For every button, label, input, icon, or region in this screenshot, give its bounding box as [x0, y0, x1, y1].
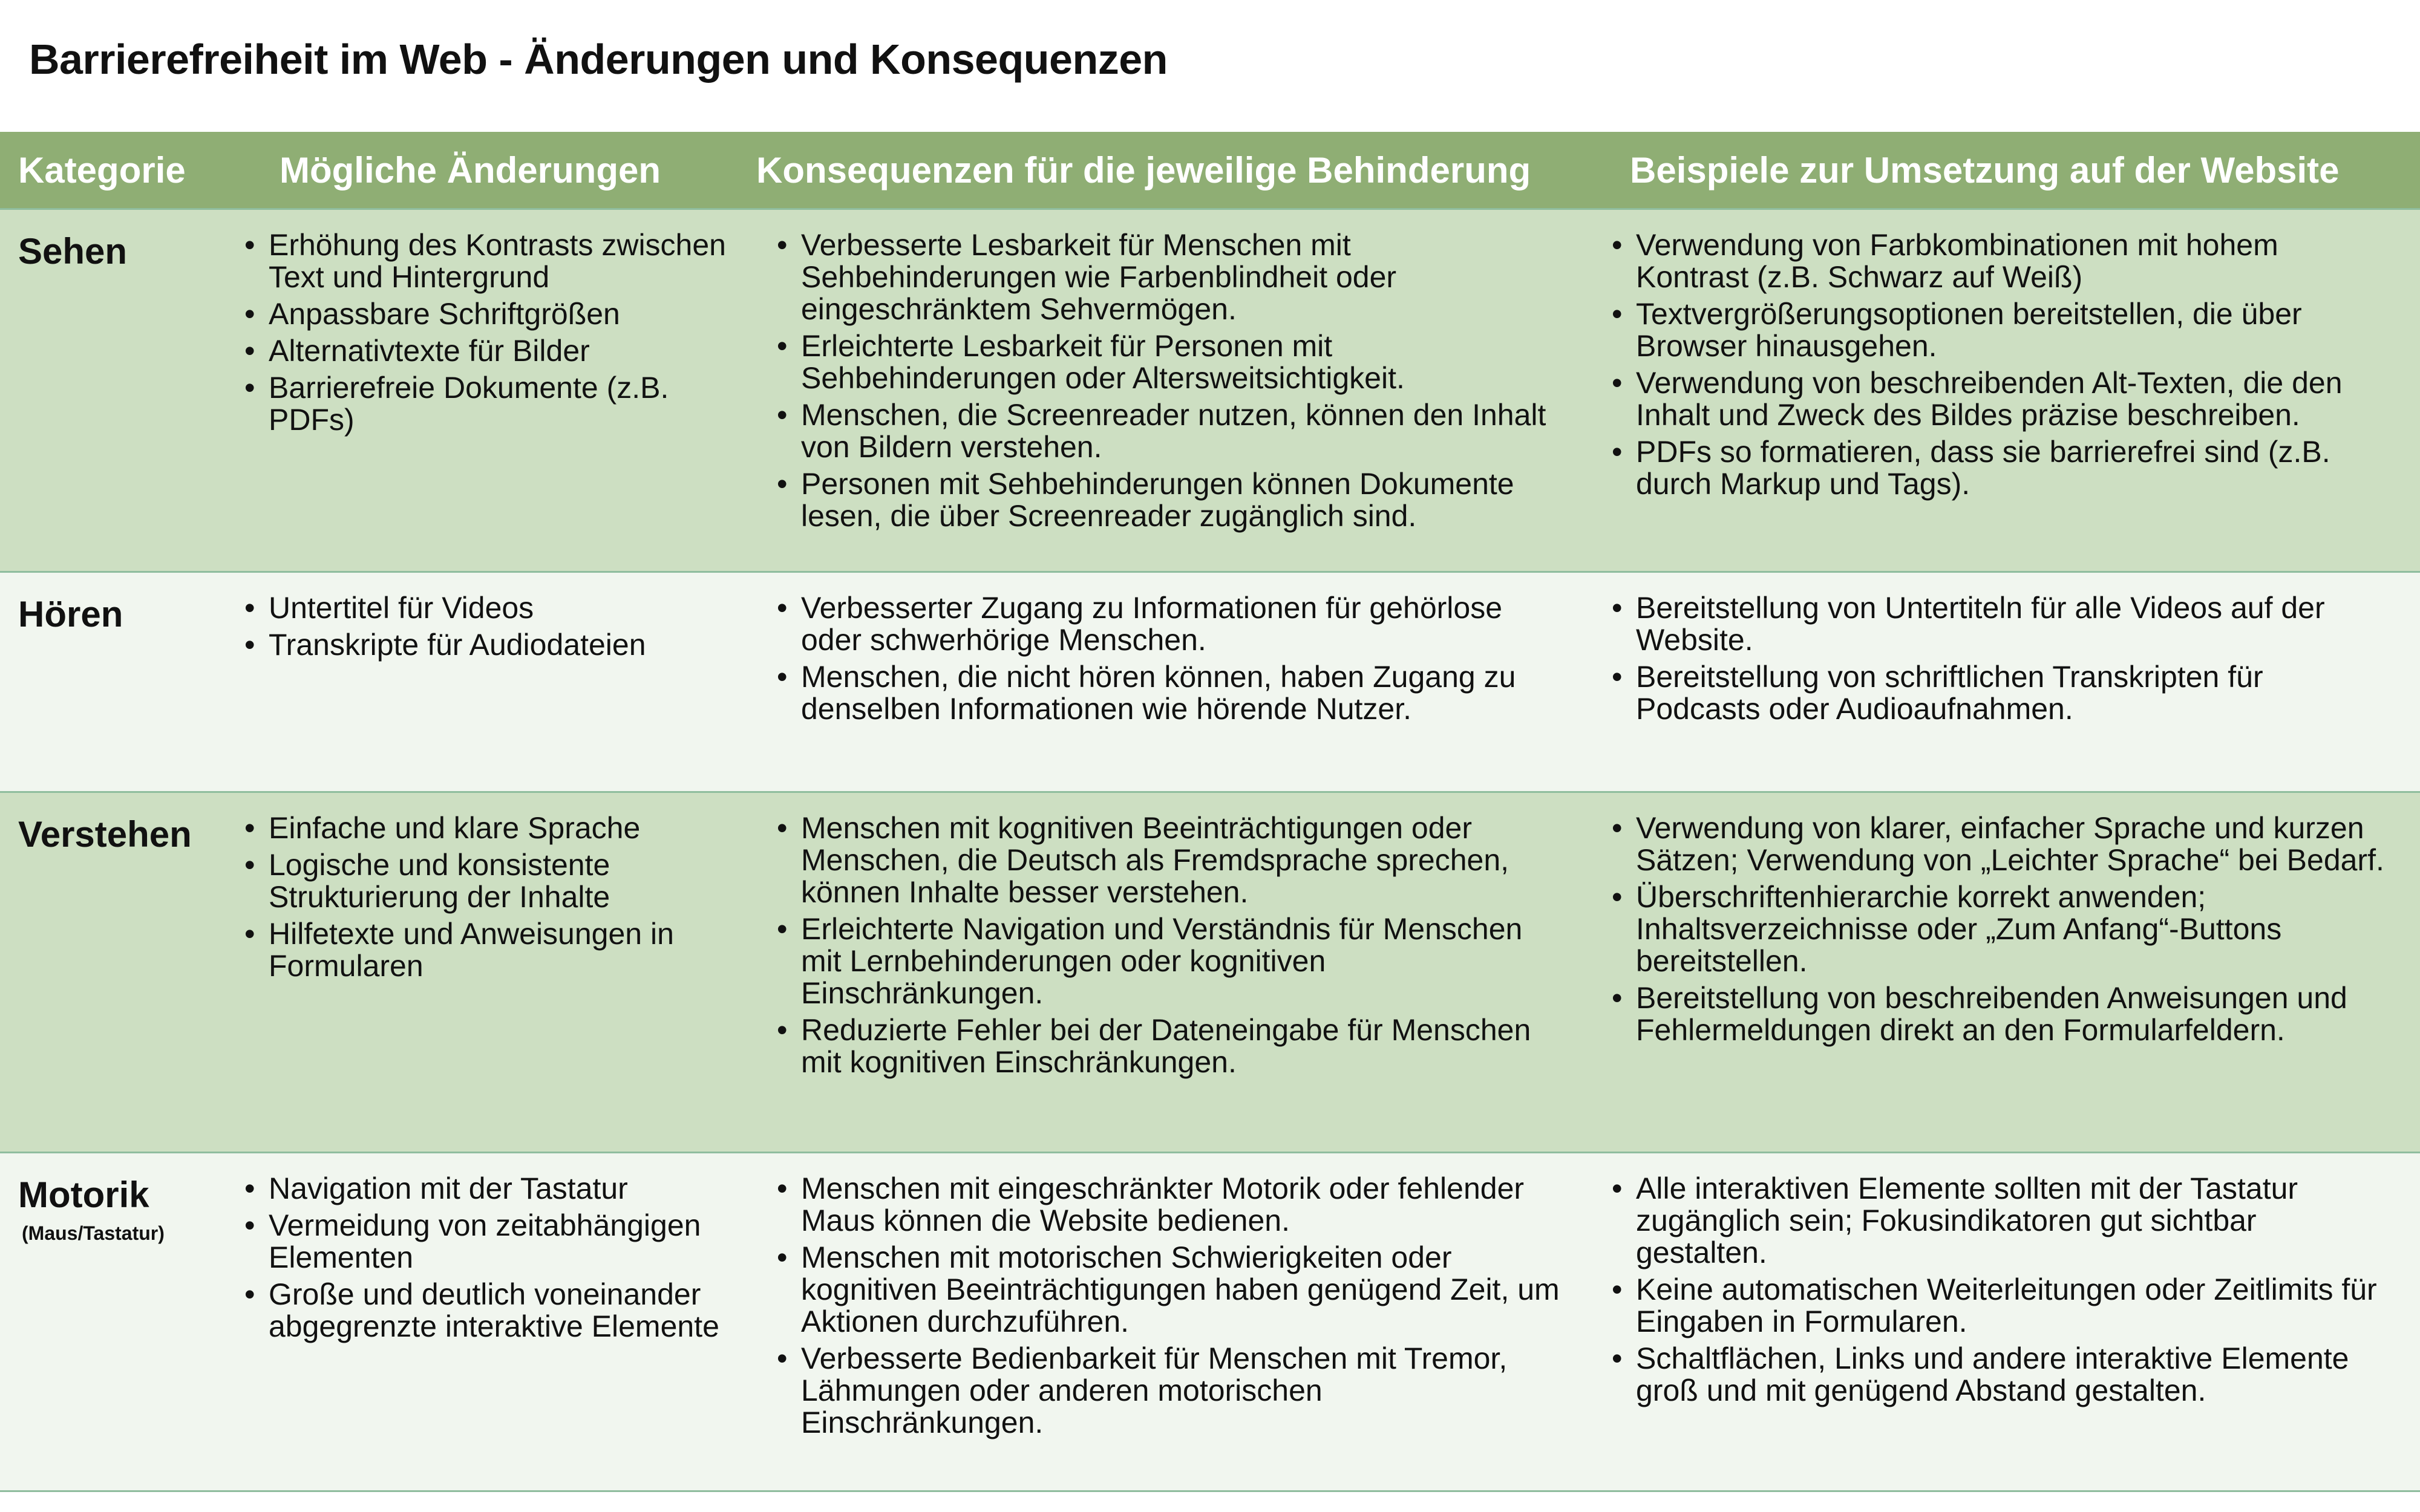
consequences-list	[756, 573, 1591, 725]
list-item: • Verbesserte Bedienbarkeit für Menschen mit Tremor, Lähmungen oder anderen motorischen Einschränkungen.	[777, 1343, 1567, 1439]
list-item: • Bereitstellung von beschreibenden Anweisungen und Fehlermeldungen direkt an den Formularfeldern.	[1612, 982, 2396, 1046]
list-item: • Erleichterte Lesbarkeit für Personen mit Sehbehinderungen oder Altersweitsichtigkeit.	[777, 330, 1567, 394]
cell-changes	[224, 1153, 756, 1491]
changes-list	[224, 793, 756, 982]
list-item: • Überschriftenhierarchie korrekt anwenden; Inhaltsverzeichnisse oder „Zum Anfang“-Buttons bereitstellen.	[1612, 881, 2396, 977]
table-row-sehen	[0, 209, 2420, 572]
list-item: • Untertitel für Videos	[244, 592, 732, 624]
cell-changes	[224, 209, 756, 572]
consequences-list	[756, 793, 1591, 1078]
list-item: • Personen mit Sehbehinderungen können Dokumente lesen, die über Screenreader zugänglich sind.	[777, 468, 1567, 532]
cell-examples	[1591, 209, 2420, 572]
table-row-verstehen	[0, 792, 2420, 1153]
header-konsequenzen: Konsequenzen für die jeweilige Behinderung	[756, 132, 1591, 209]
category-label: Verstehen	[18, 814, 192, 855]
list-item: • Vermeidung von zeitabhängigen Elementen	[244, 1210, 732, 1274]
list-item: • Verbesserte Lesbarkeit für Menschen mit Sehbehinderungen wie Farbenblindheit oder eingeschränktem Sehvermögen.	[777, 229, 1567, 325]
header-kategorie: Kategorie	[0, 132, 224, 209]
header-beispiele: Beispiele zur Umsetzung auf der Website	[1591, 132, 2420, 209]
accessibility-table	[0, 132, 2420, 1492]
cell-changes	[224, 572, 756, 792]
page-title: Barrierefreiheit im Web - Änderungen und Konsequenzen	[29, 36, 1168, 83]
examples-list	[1591, 573, 2420, 725]
consequences-list	[756, 210, 1591, 532]
list-item: • Textvergrößerungsoptionen bereitstellen, die über Browser hinausgehen.	[1612, 298, 2396, 362]
cell-changes	[224, 792, 756, 1153]
cell-category	[0, 1153, 224, 1491]
list-item: • Reduzierte Fehler bei der Dateneingabe für Menschen mit kognitiven Einschränkungen.	[777, 1014, 1567, 1078]
table-header-row	[0, 132, 2420, 209]
category-sublabel: (Maus/Tastatur)	[22, 1222, 165, 1244]
table-row-hoeren	[0, 572, 2420, 792]
list-item: • Keine automatischen Weiterleitungen oder Zeitlimits für Eingaben in Formularen.	[1612, 1274, 2396, 1338]
examples-list	[1591, 210, 2420, 500]
examples-list	[1591, 1153, 2420, 1407]
consequences-list	[756, 1153, 1591, 1439]
list-item: • Verwendung von klarer, einfacher Sprache und kurzen Sätzen; Verwendung von „Leichter Sprache“ bei Bedarf.	[1612, 812, 2396, 876]
examples-list	[1591, 793, 2420, 1046]
cell-consequences	[756, 572, 1591, 792]
category-label: Motorik	[18, 1175, 149, 1215]
list-item: • Große und deutlich voneinander abgegrenzte interaktive Elemente	[244, 1279, 732, 1343]
changes-list	[224, 573, 756, 661]
list-item: • Anpassbare Schriftgrößen	[244, 298, 732, 330]
table-row-motorik	[0, 1153, 2420, 1491]
cell-consequences	[756, 792, 1591, 1153]
cell-category	[0, 792, 224, 1153]
list-item: • Alternativtexte für Bilder	[244, 335, 732, 367]
list-item: • Bereitstellung von Untertiteln für alle Videos auf der Website.	[1612, 592, 2396, 656]
list-item: • Hilfetexte und Anweisungen in Formularen	[244, 918, 732, 982]
list-item: • Bereitstellung von schriftlichen Transkripten für Podcasts oder Audioaufnahmen.	[1612, 661, 2396, 725]
list-item: • Menschen mit eingeschränkter Motorik oder fehlender Maus können die Website bedienen.	[777, 1173, 1567, 1237]
list-item: • Einfache und klare Sprache	[244, 812, 732, 844]
changes-list	[224, 210, 756, 436]
header-moegliche-aenderungen: Mögliche Änderungen	[224, 132, 756, 209]
cell-consequences	[756, 209, 1591, 572]
list-item: • Menschen, die Screenreader nutzen, können den Inhalt von Bildern verstehen.	[777, 399, 1567, 463]
cell-consequences	[756, 1153, 1591, 1491]
cell-examples	[1591, 572, 2420, 792]
list-item: • Verwendung von Farbkombinationen mit hohem Kontrast (z.B. Schwarz auf Weiß)	[1612, 229, 2396, 293]
list-item: • Menschen, die nicht hören können, haben Zugang zu denselben Informationen wie hörende Nutzer.	[777, 661, 1567, 725]
list-item: • Erhöhung des Kontrasts zwischen Text und Hintergrund	[244, 229, 732, 293]
list-item: • Verbesserter Zugang zu Informationen für gehörlose oder schwerhörige Menschen.	[777, 592, 1567, 656]
list-item: • Logische und konsistente Strukturierung der Inhalte	[244, 849, 732, 913]
list-item: • Erleichterte Navigation und Verständnis für Menschen mit Lernbehinderungen oder kognitiven Einschränkungen.	[777, 913, 1567, 1009]
cell-category	[0, 209, 224, 572]
list-item: • Transkripte für Audiodateien	[244, 629, 732, 661]
category-label: Sehen	[18, 231, 128, 272]
changes-list	[224, 1153, 756, 1343]
list-item: • Menschen mit motorischen Schwierigkeiten oder kognitiven Beeinträchtigungen haben genügend Zeit, um Aktionen durchzuführen.	[777, 1242, 1567, 1338]
list-item: • Schaltflächen, Links und andere interaktive Elemente groß und mit genügend Abstand gestalten.	[1612, 1343, 2396, 1407]
list-item: • Verwendung von beschreibenden Alt-Texten, die den Inhalt und Zweck des Bildes präzise beschreiben.	[1612, 367, 2396, 431]
category-label: Hören	[18, 594, 123, 634]
list-item: • Menschen mit kognitiven Beeinträchtigungen oder Menschen, die Deutsch als Fremdsprache sprechen, können Inhalte besser verstehen.	[777, 812, 1567, 908]
list-item: • Barrierefreie Dokumente (z.B. PDFs)	[244, 372, 732, 436]
cell-examples	[1591, 792, 2420, 1153]
cell-examples	[1591, 1153, 2420, 1491]
list-item: • Navigation mit der Tastatur	[244, 1173, 732, 1205]
list-item: • Alle interaktiven Elemente sollten mit der Tastatur zugänglich sein; Fokusindikatoren gut sichtbar gestalten.	[1612, 1173, 2396, 1269]
list-item: • PDFs so formatieren, dass sie barrierefrei sind (z.B. durch Markup und Tags).	[1612, 436, 2396, 500]
cell-category	[0, 572, 224, 792]
